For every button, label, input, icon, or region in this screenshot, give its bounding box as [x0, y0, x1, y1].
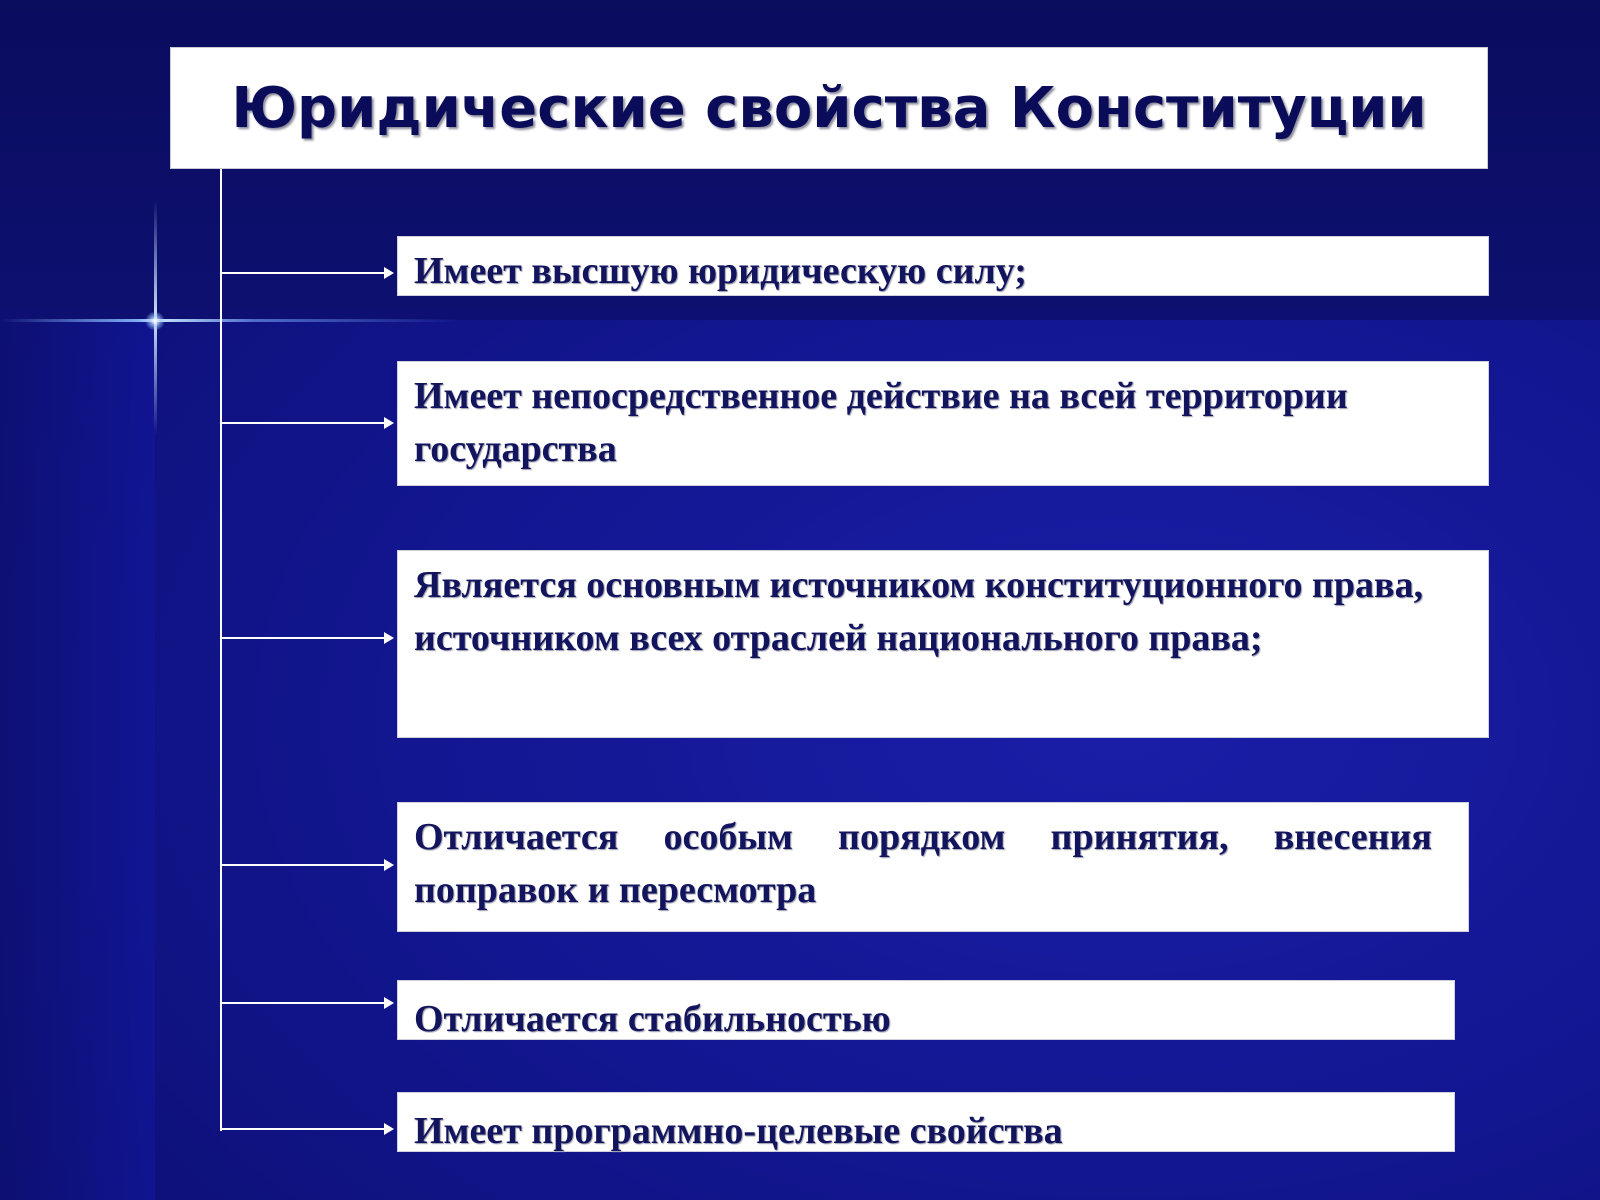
- property-text-1: Имеет высшую юридическую силу;: [414, 250, 1027, 292]
- connector-arrow-6: [221, 1128, 386, 1130]
- connector-arrow-2: [221, 422, 386, 424]
- connector-trunk: [220, 169, 222, 1131]
- light-flare-horizontal: [0, 319, 460, 322]
- diagram-title: Юридические свойства Конституции: [231, 75, 1427, 141]
- title-box: [170, 47, 1488, 169]
- property-text-5: Отличается стабильностью: [414, 998, 891, 1040]
- property-box-3: [397, 550, 1489, 738]
- property-text-6: Имеет программно-целевые свойства: [414, 1110, 1063, 1152]
- connector-arrow-5: [221, 1002, 386, 1004]
- property-box-4: [397, 802, 1469, 932]
- property-box-2: [397, 361, 1489, 486]
- connector-arrow-3: [221, 637, 386, 639]
- connector-arrow-1: [221, 272, 386, 274]
- property-text-2: Имеет непосредственное действие на всей территории государства: [414, 375, 1348, 470]
- light-flare-center: [145, 312, 165, 330]
- property-box-6: [397, 1092, 1455, 1152]
- connector-arrow-4: [221, 864, 386, 866]
- property-box-1: [397, 236, 1489, 296]
- property-text-4: Отличается особым порядком принятия, внесения поправок и пересмотра: [414, 816, 1432, 911]
- background-left-band: [0, 320, 155, 1200]
- property-text-3: Является основным источником конституционного права, источником всех отраслей национального права;: [414, 564, 1424, 659]
- property-box-5: [397, 980, 1455, 1040]
